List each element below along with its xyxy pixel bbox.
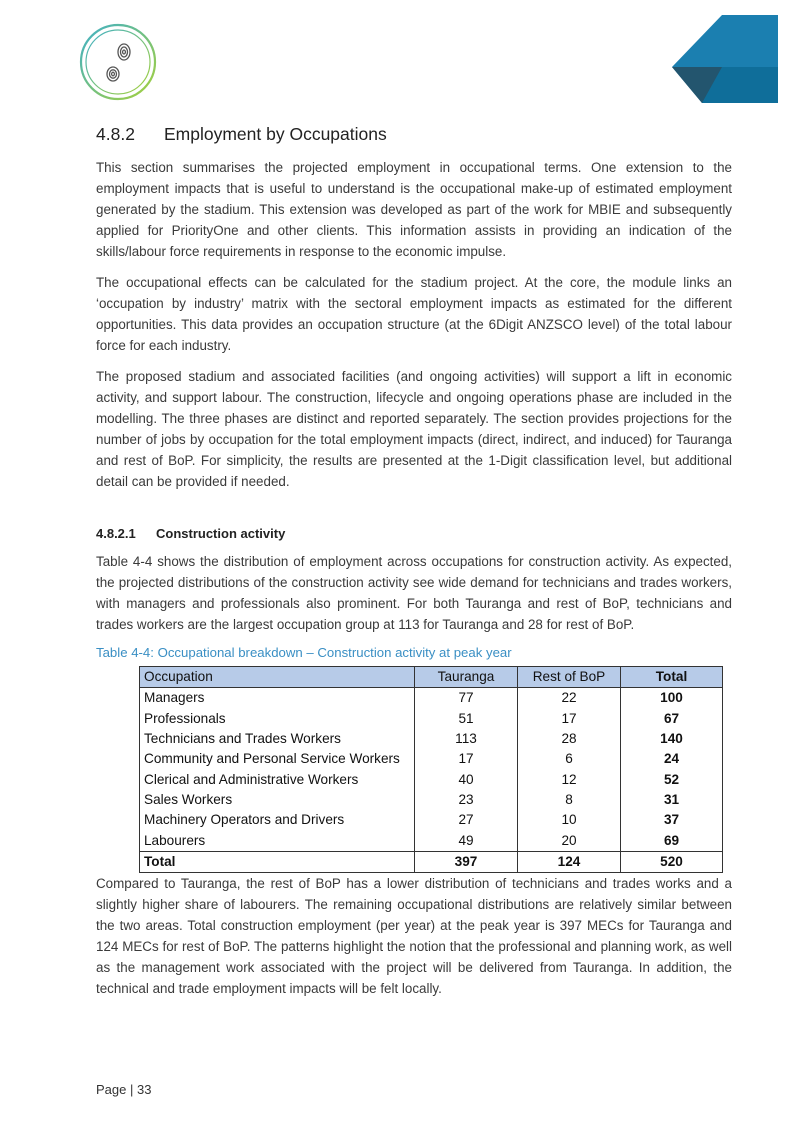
tauranga-cell: 51: [415, 709, 518, 729]
rest-of-bop-cell: 8: [518, 790, 621, 810]
occupation-cell: Sales Workers: [140, 790, 415, 810]
rest-of-bop-total-cell: 124: [518, 851, 621, 872]
tauranga-cell: 40: [415, 769, 518, 789]
tauranga-cell: 77: [415, 688, 518, 709]
total-cell: 140: [621, 729, 723, 749]
subsection-title: Construction activity: [156, 526, 286, 541]
rest-of-bop-cell: 6: [518, 749, 621, 769]
grand-total-cell: 520: [621, 851, 723, 872]
table-caption: Table 4-4: Occupational breakdown – Construction activity at peak year: [96, 645, 512, 660]
column-header: Occupation: [140, 667, 415, 688]
tauranga-total-cell: 397: [415, 851, 518, 872]
rest-of-bop-cell: 10: [518, 810, 621, 830]
rest-of-bop-cell: 28: [518, 729, 621, 749]
table-row: [140, 790, 723, 810]
table-row: [140, 729, 723, 749]
total-cell: 67: [621, 709, 723, 729]
column-header: Tauranga: [415, 667, 518, 688]
table-row: [140, 749, 723, 769]
subsection-heading: [96, 526, 732, 541]
occupation-cell: Managers: [140, 688, 415, 709]
occupation-cell: Technicians and Trades Workers: [140, 729, 415, 749]
total-cell: 24: [621, 749, 723, 769]
brand-mark-icon: [672, 15, 778, 103]
table-row: [140, 769, 723, 789]
rest-of-bop-cell: 22: [518, 688, 621, 709]
table-row: [140, 830, 723, 851]
paragraph: This section summarises the projected employment in occupational terms. One extension to the employment impacts that is useful to understand is the occupational make-up of estimated employment generated by the stadium. This extension was developed as part of the work for MBIE and subsequently applied for PriorityOne and other clients. This information assists in providing an indication of the skills/labour force requirements in response to the economic impulse.: [96, 160, 732, 259]
tauranga-cell: 27: [415, 810, 518, 830]
total-cell: 52: [621, 769, 723, 789]
tauranga-cell: 113: [415, 729, 518, 749]
section-heading: [96, 124, 732, 145]
tauranga-cell: 23: [415, 790, 518, 810]
occupation-table: [139, 666, 723, 873]
occupation-cell: Machinery Operators and Drivers: [140, 810, 415, 830]
occupation-cell: Labourers: [140, 830, 415, 851]
occupation-cell: Community and Personal Service Workers: [140, 749, 415, 769]
total-cell: 31: [621, 790, 723, 810]
table-total-row: [140, 851, 723, 872]
rest-of-bop-cell: 17: [518, 709, 621, 729]
table-row: [140, 810, 723, 830]
paragraph: The occupational effects can be calculated for the stadium project. At the core, the module links an ‘occupation by industry’ matrix with the sectoral employment impacts as estimated for the different opportunities. This data provides an occupation structure (at the 6Digit ANZSCO level) of the total labour force for each industry.: [96, 275, 732, 353]
column-header: Rest of BoP: [518, 667, 621, 688]
table-row: [140, 709, 723, 729]
total-label-cell: Total: [140, 851, 415, 872]
total-cell: 69: [621, 830, 723, 851]
company-logo: [78, 22, 158, 102]
page-number: Page | 33: [96, 1082, 152, 1097]
occupation-cell: Professionals: [140, 709, 415, 729]
subsection-number: 4.8.2.1: [96, 526, 136, 541]
tauranga-cell: 17: [415, 749, 518, 769]
section-number: 4.8.2: [96, 124, 135, 144]
page-content: [96, 124, 732, 1009]
table-row: [140, 688, 723, 709]
rest-of-bop-cell: 12: [518, 769, 621, 789]
column-header: Total: [621, 667, 723, 688]
total-cell: 100: [621, 688, 723, 709]
footprint-icon: [107, 44, 130, 81]
occupation-cell: Clerical and Administrative Workers: [140, 769, 415, 789]
paragraph: Table 4-4 shows the distribution of employment across occupations for construction activity. As expected, the projected distributions of the construction activity see wide demand for technicians and trades workers, with managers and professionals also prominent. For both Tauranga and rest of BoP, technicians and trades workers are the largest occupation group at 113 for Tauranga and 28 for rest of BoP.: [96, 554, 732, 632]
rest-of-bop-cell: 20: [518, 830, 621, 851]
tauranga-cell: 49: [415, 830, 518, 851]
section-title: Employment by Occupations: [164, 124, 387, 144]
table-header-row: [140, 667, 723, 688]
total-cell: 37: [621, 810, 723, 830]
paragraph: Compared to Tauranga, the rest of BoP has a lower distribution of technicians and trades works and a slightly higher share of labourers. The remaining occupational distributions are relatively similar between the two areas. Total construction employment (per year) at the peak year is 397 MECs for Tauranga and 124 MECs for rest of BoP. The patterns highlight the notion that the professional and planning work, as well as the management work associated with the project will be delivered from Tauranga. In addition, the technical and trade employment impacts will be felt locally.: [96, 875, 732, 996]
paragraph: The proposed stadium and associated facilities (and ongoing activities) will support a lift in economic activity, and support labour. The construction, lifecycle and ongoing operations phase are included in the modelling. The three phases are distinct and reported separately. The section provides projections for the number of jobs by occupation for the total employment impacts (direct, indirect, and induced) for Tauranga and rest of BoP. For simplicity, the results are presented at the 1-Digit classification level, but additional detail can be provided if needed.: [96, 369, 732, 489]
